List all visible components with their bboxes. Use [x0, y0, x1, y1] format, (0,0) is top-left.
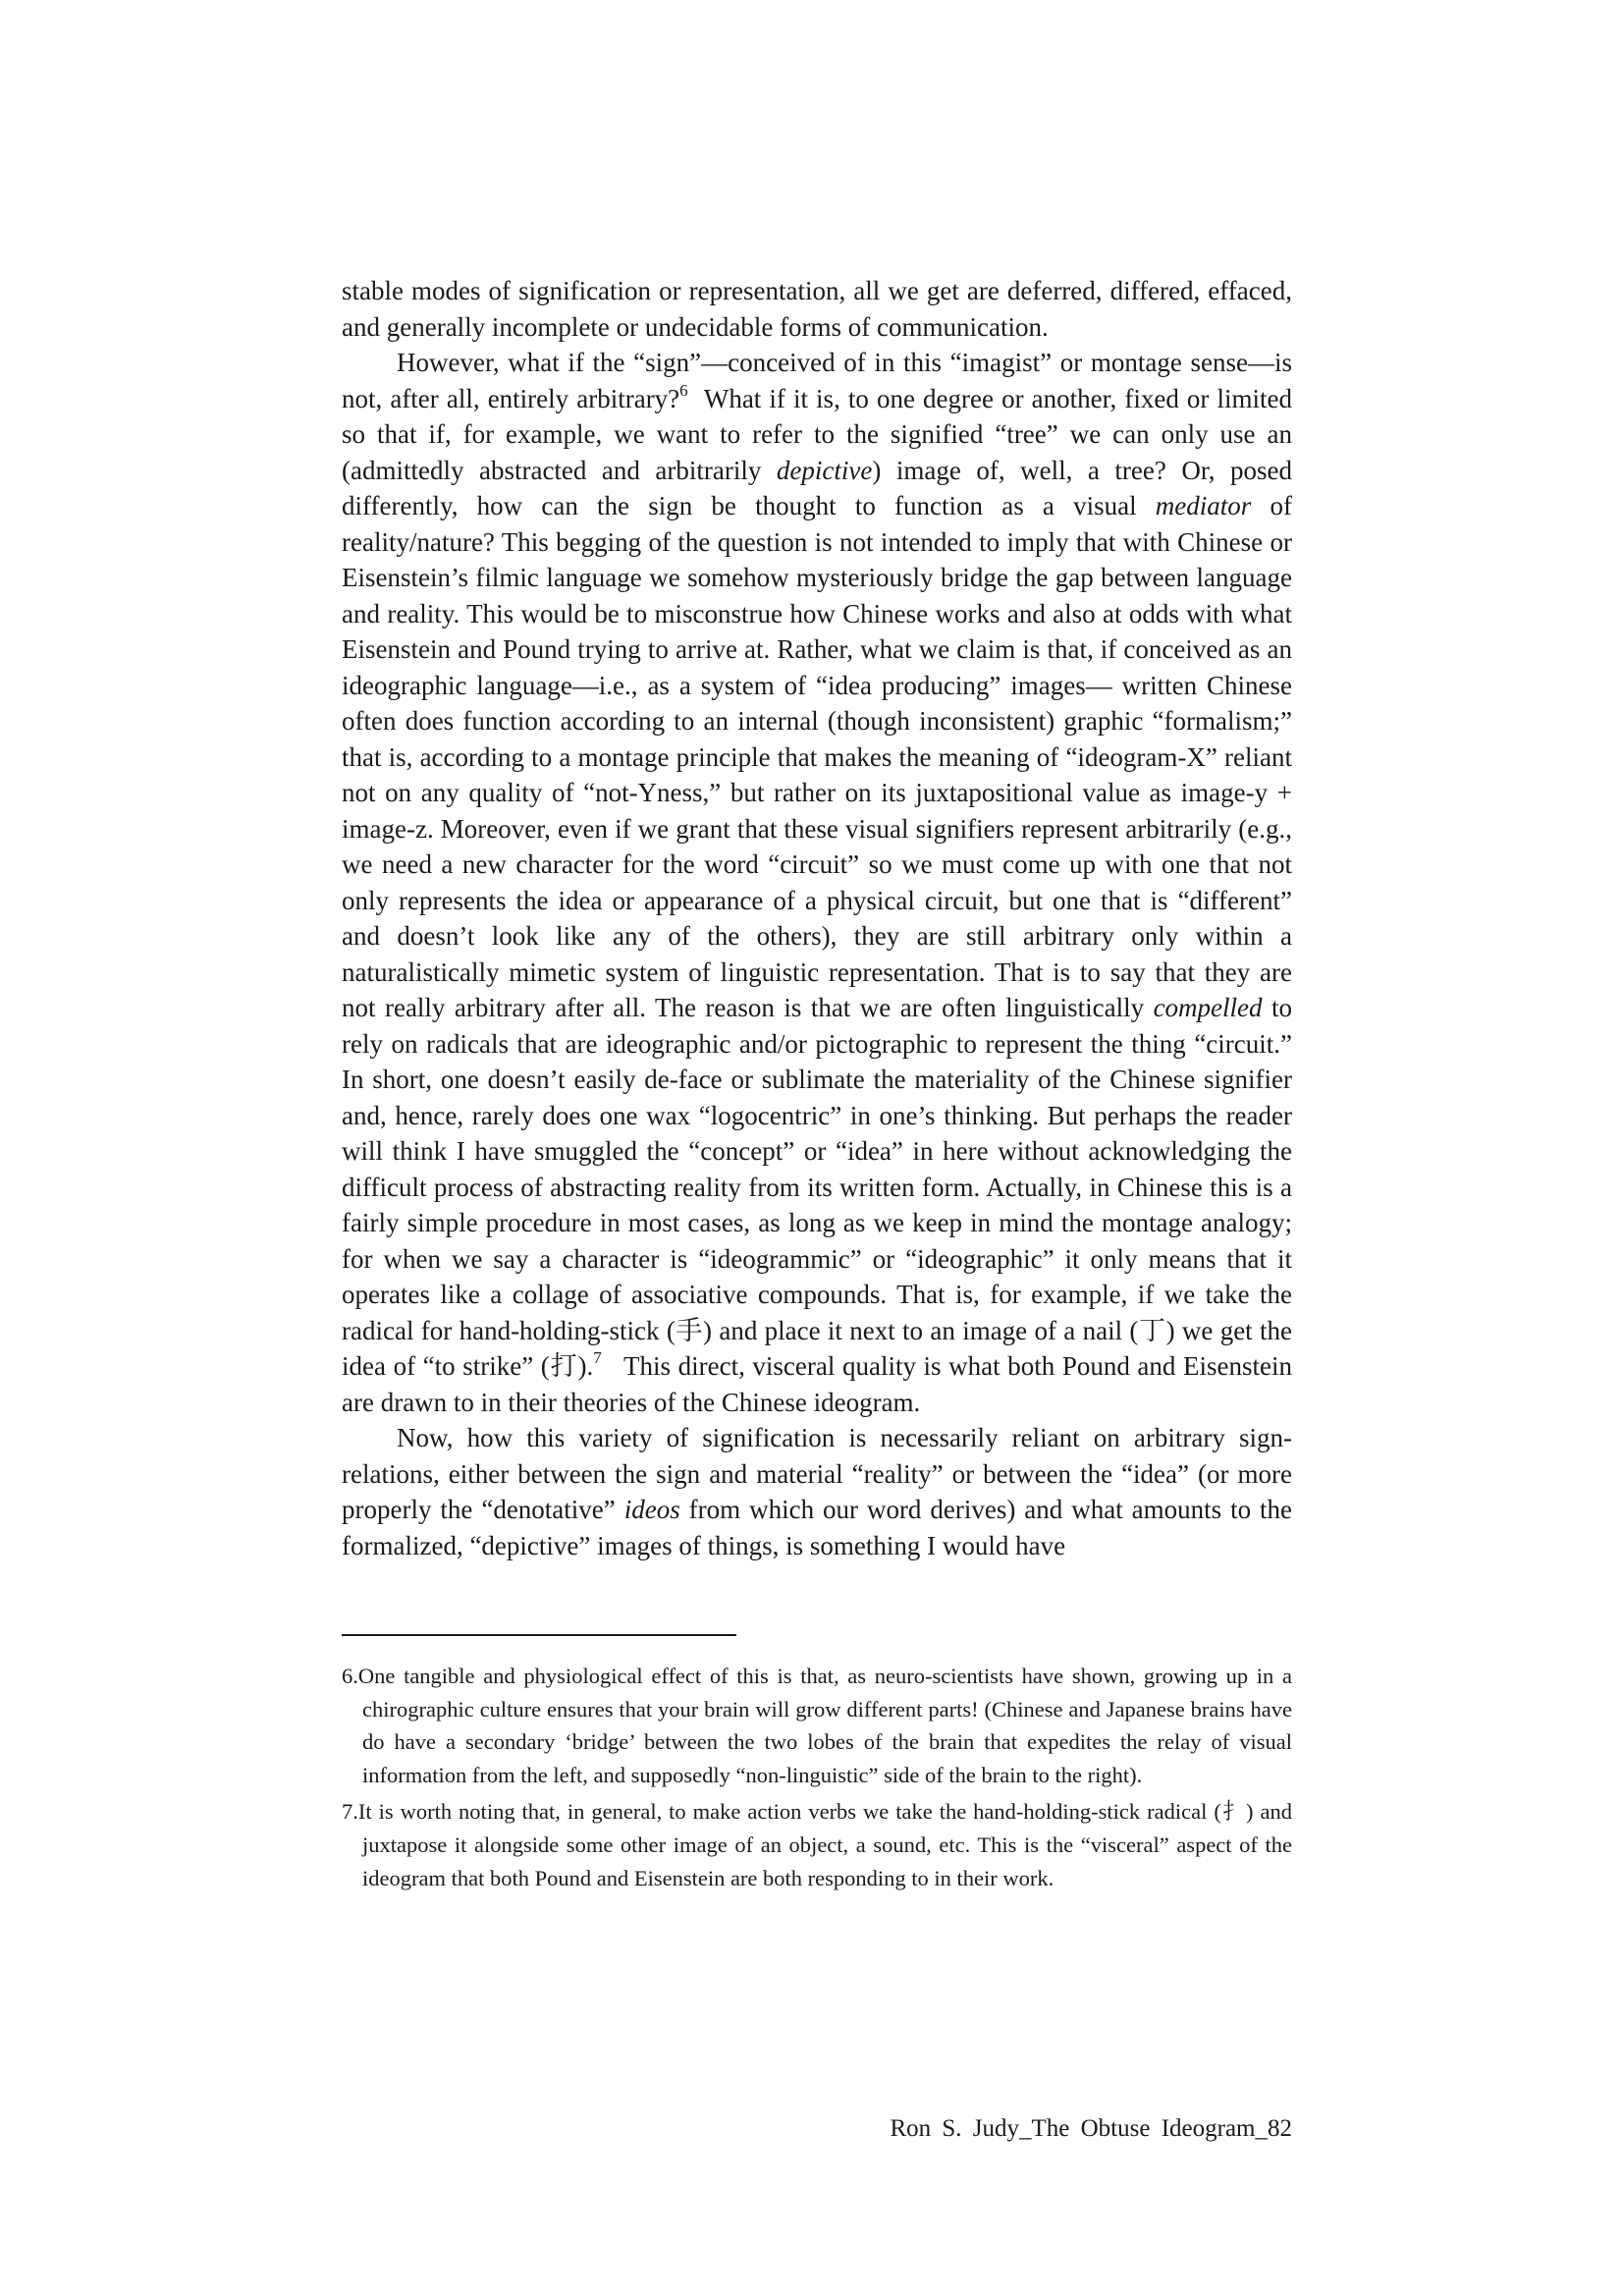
- footnote-ref-7[interactable]: 7: [593, 1348, 602, 1368]
- paragraph-2-text: to rely on radicals that are ideographic and/or pictographic to represent the thing “circuit.” In short, one doesn’t easily de-face or sublimate the materiality of the Chinese signifier and, hence, rarely does one wax “logocentric” in one’s thinking. But perhaps the reader will think I have smuggled the “concept” or “idea” in here without acknowledging the difficult process of abstracting reality from its written form. Actually, in Chinese this is a fairly simple procedure in most cases, as long as we keep in mind the montage analogy; for when we say a character is “ideogrammic” or “ideographic” it only means that it operates like a collage of associative compounds. That is, for example, if we take the radical for hand-holding-stick (手) and place it next to an image of a nail (丁) we get the idea of “to strike” (打).: [342, 993, 1292, 1381]
- paragraph-2-text: This direct, visceral quality is what both Pound and Eisenstein are drawn to in their theories of the Chinese ideogram.: [342, 1351, 1292, 1417]
- italic-term-mediator: mediator: [1155, 491, 1252, 520]
- paragraph-2-text: ) image of, well, a tree? Or, posed differently, how can the sign be thought to function as a visual: [342, 455, 1292, 520]
- paragraph-1: stable modes of signification or representation, all we get are deferred, differed, effaced, and generally incomplete or undecidable forms of communication.: [342, 276, 1292, 342]
- paragraph-3: [342, 1420, 1292, 1563]
- footnotes: [342, 1660, 1292, 1898]
- footnote-ref-6[interactable]: 6: [679, 380, 688, 400]
- italic-term-depictive: depictive: [776, 455, 873, 485]
- paragraph-2-text: What if it is, to one degree or another, fixed or limited so that if, for example, we want to refer to the signified “tree” we can only use an (admittedly abstracted and arbitrarily: [342, 383, 1292, 485]
- footnote-7: 7.It is worth noting that, in general, to make action verbs we take the hand-holding-stick radical (扌) and juxtapose it alongside some other image of an object, a sound, etc. This is the “visceral” aspect of the ideogram that both Pound and Eisenstein are both responding to in their work.: [342, 1799, 1292, 1890]
- paragraph-2-text: of reality/nature? This begging of the question is not intended to imply that with Chinese or Eisenstein’s filmic language we somehow mysteriously bridge the gap between language and reality. This would be to misconstrue how Chinese works and also at odds with what Eisenstein and Pound trying to arrive at. Rather, what we claim is that, if conceived as an ideographic language—i.e., as a system of “idea producing” images— written Chinese often does function according to an internal (though inconsistent) graphic “formalism;” that is, according to a montage principle that makes the meaning of “ideogram-X” reliant not on any quality of “not-Yness,” but rather on its juxtapositional value as image-y + image-z. Moreover, even if we grant that these visual signifiers represent arbitrarily (e.g., we need a new character for the word “circuit” so we must come up with one that not only represents the idea or appearance of a physical circuit, but one that is “different” and doesn’t look like any of the others), they are still arbitrary only within a naturalistically mimetic system of linguistic representation. That is to say that they are not really arbitrary after all. The reason is that we are often linguistically: [342, 491, 1292, 1022]
- footnote-6: 6.One tangible and physiological effect of this is that, as neuro-scientists have shown, growing up in a chirographic culture ensures that your brain will grow different parts! (Chinese and Japanese brains have do have a secondary ‘bridge’ between the two lobes of the brain that expedites the relay of visual information from the left, and supposedly “non-linguistic” side of the brain to the right).: [342, 1664, 1292, 1787]
- paragraph-2-text: However, what if the “sign”—conceived of in this “imagist” or montage sense—is not, after all, entirely arbitrary?: [342, 348, 1292, 413]
- body-text: [342, 273, 1292, 1563]
- running-footer: Ron S. Judy_The Obtuse Ideogram_82: [890, 2115, 1292, 2142]
- italic-term-compelled: compelled: [1153, 993, 1263, 1022]
- footnote-separator: [342, 1634, 736, 1636]
- italic-term-ideos: ideos: [623, 1495, 680, 1524]
- paragraph-3-text: from which our word derives) and what amounts to the formalized, “depictive” images of things, is something I would have: [342, 1495, 1292, 1560]
- paragraph-3-text: Now, how this variety of signification is necessarily reliant on arbitrary sign-relations, either between the sign and material “reality” or between the “idea” (or more properly the “denotative”: [342, 1423, 1292, 1524]
- paragraph-2: [342, 345, 1292, 1420]
